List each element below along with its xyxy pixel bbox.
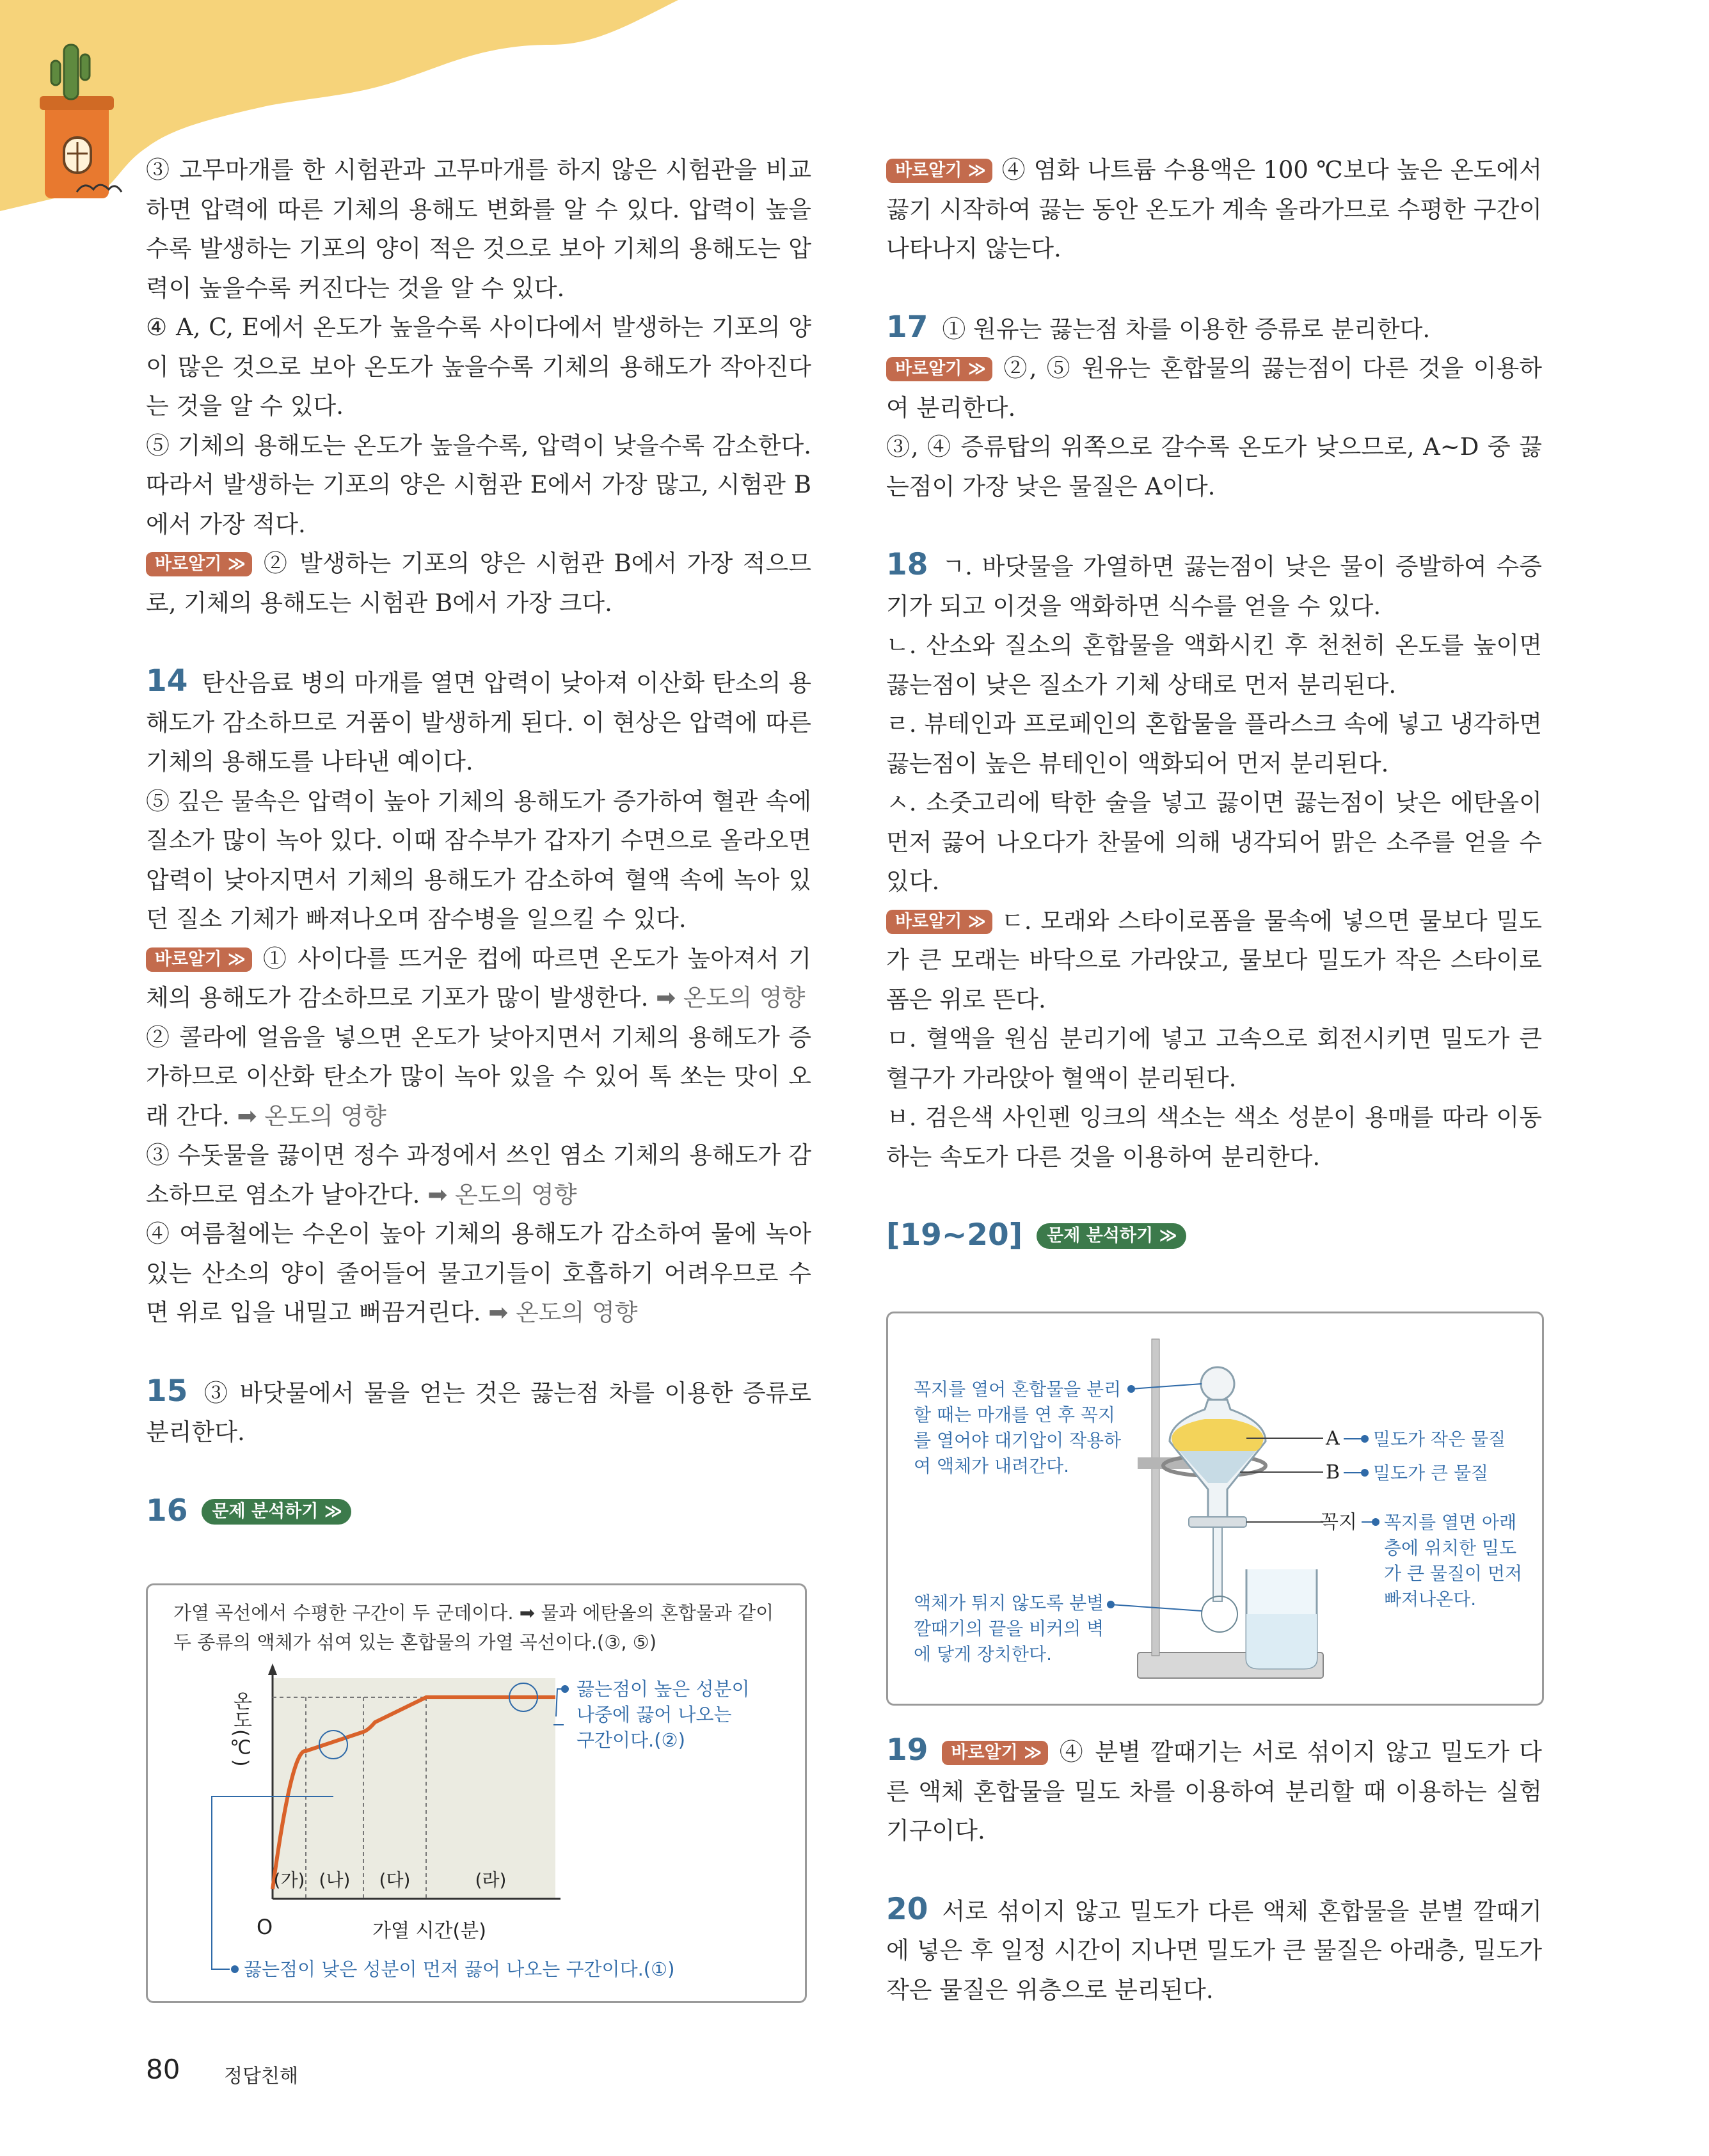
- question-18: 18 ㄱ. 바닷물을 가열하면 끓는점이 낮은 물이 증발하여 수증기가 되고 이것을 액화하면 식수를 얻을 수 있다.: [886, 547, 1542, 620]
- stopper: [1201, 1367, 1234, 1400]
- left-column: [146, 150, 811, 1532]
- answer-paragraph: ③ 수돗물을 끓이면 정수 과정에서 쓰인 염소 기체의 용해도가 감소하므로 염소가 날아간다. ➡ 온도의 영향: [146, 1141, 811, 1209]
- question-14: 14 탄산음료 병의 마개를 열면 압력이 낮아져 이산화 탄소의 용해도가 감소하므로 거품이 발생하게 된다. 이 현상은 압력에 따른 기체의 용해도를 나타낸 예이다.: [146, 663, 811, 775]
- answer-paragraph: 바로알기 ≫ ① 사이다를 뜨거운 컵에 따르면 온도가 높아져서 기체의 용해도가 감소하므로 기포가 많이 발생한다. ➡ 온도의 영향: [146, 944, 811, 1011]
- correct-tag: 바로알기 ≫: [146, 947, 252, 972]
- effect-note: ➡ 온도의 영향: [427, 1180, 577, 1209]
- heating-curve-box: [146, 1583, 807, 2003]
- question-15: 15 ③ 바닷물에서 물을 얻는 것은 끓는점 차를 이용한 증류로 분리한다.: [146, 1373, 811, 1446]
- tap-icon: [1189, 1517, 1246, 1527]
- note-b: 밀도가 큰 물질: [1373, 1462, 1489, 1484]
- plot-area: [273, 1678, 555, 1899]
- question-19-20-header: [886, 1216, 1542, 1257]
- note-a: 밀도가 작은 물질: [1373, 1429, 1506, 1450]
- label-b: B: [1326, 1461, 1340, 1484]
- separatory-funnel-diagram: [888, 1313, 1542, 1704]
- correct-tag: 바로알기 ≫: [146, 552, 252, 576]
- y-axis-arrow: [268, 1663, 277, 1675]
- answer-paragraph: ④ 여름철에는 수온이 높아 기체의 용해도가 감소하여 물에 녹아 있는 산소의 양이 줄어들어 물고기들이 호흡하기 어려우므로 수면 위로 입을 내밀고 뻐끔거린다. ➡ 온도의 영향: [146, 1220, 811, 1326]
- note-high: 나중에 끓어 나오는: [576, 1704, 732, 1725]
- section-label: (다): [379, 1869, 411, 1890]
- answer-paragraph: ③ 고무마개를 한 시험관과 고무마개를 하지 않은 시험관을 비교하면 압력에 따른 기체의 용해도 변화를 알 수 있다. 압력이 높을수록 발생하는 기포의 양이 적은 것으로 보아 기체의 용해도는 압력이 높을수록 커진다는 것을 알 수 있다.: [146, 156, 811, 302]
- separatory-funnel-box: [886, 1312, 1544, 1706]
- question-number: 17: [886, 309, 928, 345]
- answer-paragraph: 바로알기 ≫ ② 발생하는 기포의 양은 시험관 B에서 가장 적으므로, 기체의 용해도는 시험관 B에서 가장 크다.: [146, 550, 811, 617]
- section-label: (라): [475, 1869, 507, 1890]
- label-tap: 꼭지: [1320, 1511, 1357, 1534]
- answer-paragraph: ⑤ 기체의 용해도는 온도가 높을수록, 압력이 낮을수록 감소한다. 따라서 발생하는 기포의 양은 시험관 E에서 가장 많고, 시험관 B에서 가장 적다.: [146, 431, 811, 538]
- question-number: 16: [146, 1493, 188, 1528]
- correct-tag: 바로알기 ≫: [886, 910, 992, 934]
- answer-paragraph: ㅁ. 혈액을 원심 분리기에 넣고 고속으로 회전시키면 밀도가 큰 혈구가 가라앉아 혈액이 분리된다.: [886, 1025, 1542, 1092]
- answer-paragraph: ④ A, C, E에서 온도가 높을수록 사이다에서 발생하는 기포의 양이 많은 것으로 보아 온도가 높을수록 기체의 용해도가 작아진다는 것을 알 수 있다.: [146, 313, 811, 420]
- note-tap: 층에 위치한 밀도: [1384, 1537, 1517, 1558]
- correct-tag: 바로알기 ≫: [886, 357, 992, 381]
- question-number: 18: [886, 547, 928, 582]
- origin-label: O: [257, 1915, 273, 1939]
- question-number: 19: [886, 1732, 928, 1768]
- note-tap-open: 할 때는 마개를 연 후 꼭지: [914, 1404, 1115, 1425]
- effect-note: ➡ 온도의 영향: [656, 984, 806, 1011]
- note-beaker: 액체가 튀지 않도록 분별: [914, 1592, 1104, 1613]
- note-tap: 빠져나온다.: [1384, 1589, 1477, 1610]
- answer-paragraph: ③, ④ 증류탑의 위쪽으로 갈수록 온도가 낮으므로, A~D 중 끓는점이 가장 낮은 물질은 A이다.: [886, 433, 1542, 500]
- note-low: 끓는점이 낮은 성분이 먼저 끓어 나오는 구간이다.(①): [244, 1958, 675, 1980]
- question-20: 20 서로 섞이지 않고 밀도가 다른 액체 혼합물을 분별 깔때기에 넣은 후 일정 시간이 지나면 밀도가 큰 물질은 아래층, 밀도가 작은 물질은 위층으로 분리된다.: [886, 1891, 1542, 2004]
- note-tap: 꼭지를 열면 아래: [1384, 1512, 1517, 1533]
- note-tap-open: 를 열어야 대기압이 작용하: [914, 1430, 1122, 1451]
- answer-paragraph: ㅂ. 검은색 사인펜 잉크의 색소는 색소 성분이 용매를 따라 이동하는 속도가 다른 것을 이용하여 분리한다.: [886, 1104, 1542, 1171]
- page-number: 80: [146, 2054, 180, 2085]
- label-a: A: [1326, 1427, 1340, 1450]
- question-number: 20: [886, 1891, 928, 1927]
- answer-paragraph: ② 콜라에 얼음을 넣으면 온도가 낮아지면서 기체의 용해도가 증가하므로 이산화 탄소가 많이 녹아 있을 수 있어 톡 쏘는 맛이 오래 간다. ➡ 온도의 영향: [146, 1023, 811, 1130]
- analysis-tag: 문제 분석하기 ≫: [202, 1499, 351, 1525]
- effect-note: ➡ 온도의 영향: [237, 1102, 386, 1130]
- question-number: [19~20]: [886, 1217, 1023, 1253]
- note-beaker: 깔때기의 끝을 비커의 벽: [914, 1618, 1104, 1639]
- page-label: 정답친해: [224, 2065, 298, 2088]
- answer-paragraph: ⑤ 깊은 물속은 압력이 높아 기체의 용해도가 증가하여 혈관 속에 질소가 많이 녹아 있다. 이때 잠수부가 갑자기 수면으로 올라오면 압력이 낮아지면서 기체의 용해도가 감소하여 혈액 속에 녹아 있던 질소 기체가 빠져나오며 잠수병을 일으킬 수 있다.: [146, 787, 811, 933]
- answer-paragraph: ㄴ. 산소와 질소의 혼합물을 액화시킨 후 천천히 온도를 높이면 끓는점이 낮은 질소가 기체 상태로 먼저 분리된다.: [886, 631, 1542, 699]
- callout-dot: [231, 1965, 239, 1973]
- question-16: [146, 1491, 811, 1533]
- question-17: 17 ① 원유는 끓는점 차를 이용한 증류로 분리한다.: [886, 309, 1431, 345]
- answer-paragraph: ㅅ. 소줏고리에 탁한 술을 넣고 끓이면 끓는점이 낮은 에탄올이 먼저 끓어 나오다가 찬물에 의해 냉각되어 맑은 소주를 얻을 수 있다.: [886, 789, 1542, 895]
- answer-paragraph: ㄹ. 뷰테인과 프로페인의 혼합물을 플라스크 속에 넣고 냉각하면 끓는점이 높은 뷰테인이 액화되어 먼저 분리된다.: [886, 710, 1542, 777]
- analysis-tag: 문제 분석하기 ≫: [1037, 1223, 1186, 1249]
- right-column-bottom: [886, 1731, 1542, 2009]
- question-19: 19 바로알기 ≫ ④ 분별 깔때기는 서로 섞이지 않고 밀도가 다른 액체 혼합물을 밀도 차를 이용하여 분리할 때 이용하는 실험 기구이다.: [886, 1732, 1542, 1844]
- stem: [1213, 1518, 1222, 1601]
- section-label: (나): [319, 1869, 351, 1890]
- y-axis-label: 온도(℃): [229, 1691, 252, 1767]
- heating-curve-chart: [148, 1585, 805, 2001]
- note-tap-open: 꼭지를 열어 혼합물을 분리: [914, 1379, 1122, 1400]
- box-intro: 두 종류의 액체가 섞여 있는 혼합물의 가열 곡선이다.(③, ⑤): [173, 1631, 657, 1653]
- note-high: 구간이다.(②): [576, 1729, 685, 1751]
- right-column: [886, 150, 1542, 1257]
- answer-paragraph: 바로알기 ≫ ④ 염화 나트륨 수용액은 100 ℃보다 높은 온도에서 끓기 시작하여 끓는 동안 온도가 계속 올라가므로 수평한 구간이 나타나지 않는다.: [886, 156, 1542, 262]
- correct-tag: 바로알기 ≫: [886, 159, 992, 183]
- question-number: 15: [146, 1373, 188, 1409]
- note-high: 끓는점이 높은 성분이: [576, 1678, 750, 1700]
- correct-tag: 바로알기 ≫: [942, 1741, 1048, 1765]
- box-intro: 가열 곡선에서 수평한 구간이 두 군데이다. ➡ 물과 에탄올의 혼합물과 같이: [173, 1602, 774, 1624]
- x-axis-label: 가열 시간(분): [372, 1920, 486, 1942]
- answer-paragraph: 바로알기 ≫ ②, ⑤ 원유는 혼합물의 끓는점이 다른 것을 이용하여 분리한다.: [886, 354, 1542, 422]
- effect-note: ➡ 온도의 영향: [488, 1299, 638, 1326]
- question-number: 14: [146, 663, 188, 699]
- note-beaker: 에 닿게 장치한다.: [914, 1644, 1053, 1665]
- section-label: (가): [273, 1869, 305, 1890]
- answer-paragraph: 바로알기 ≫ ㄷ. 모래와 스타이로폼을 물속에 넣으면 물보다 밀도가 큰 모래는 바닥으로 가라앉고, 물보다 밀도가 작은 스타이로폼은 위로 뜬다.: [886, 907, 1542, 1013]
- note-tap: 가 큰 물질이 먼저: [1384, 1563, 1523, 1584]
- note-tap-open: 여 액체가 내려간다.: [914, 1455, 1070, 1477]
